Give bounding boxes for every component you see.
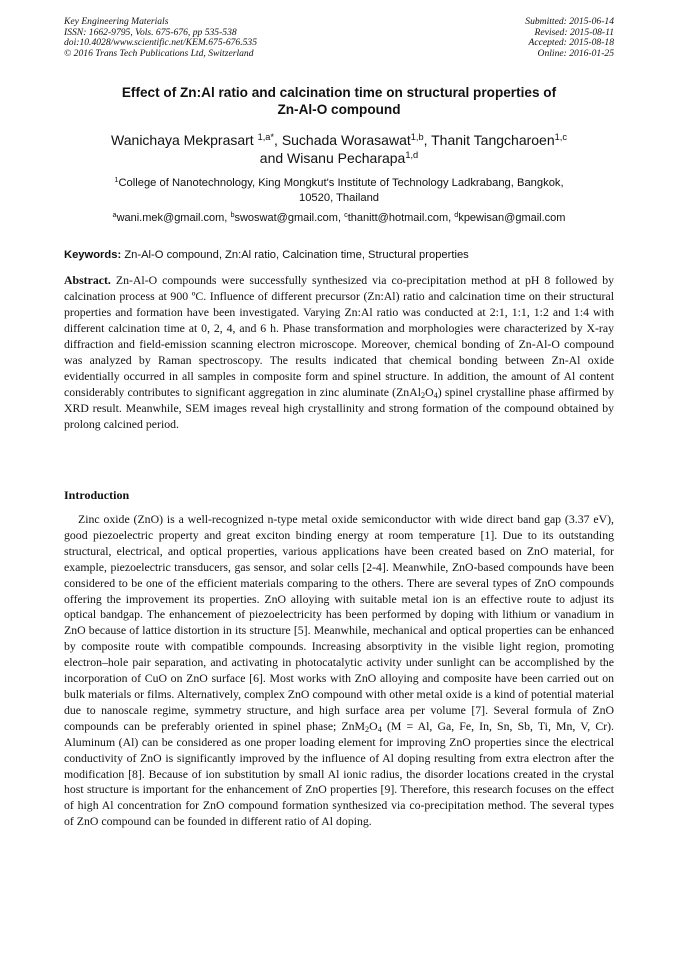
email-address[interactable]: swoswat@gmail.com,: [234, 212, 342, 224]
affiliation-line-2: 10520, Thailand: [298, 192, 380, 204]
author-name: Wisanu Pecharapa: [287, 150, 406, 166]
journal-name: Key Engineering Materials: [64, 16, 169, 27]
author-name: Thanit Tangcharoen: [431, 132, 555, 148]
abstract-label: Abstract.: [64, 273, 111, 287]
email-address[interactable]: thanitt@hotmail.com,: [347, 212, 452, 224]
email-mark: a: [112, 210, 117, 220]
body-text: (M = Al, Ga, Fe, In, Sn, Sb, Ti, Mn, V, Cr). Aluminum (Al) can be considered as one proper loading element for improving ZnO properties since the electrical conductivity of ZnO is significantly improved by the influence of Al doping resulting from extra electron after the modification [8]. Because of ion substitution by small Al ionic radius, the disorder locations created in the crystal host structure is important for the enhancement of ZnO properties [9]. Therefore, this research focuses on the effect of high Al concentration for ZnO compound formation synthesized via co-precipitation method. The several types of ZnO compound can be founded in different ratio of Al doping.: [64, 718, 614, 829]
online-date: Online: 2016-01-25: [537, 47, 614, 59]
affiliation-mark: 1: [114, 174, 119, 184]
author-separator: ,: [274, 132, 278, 148]
copyright-line: © 2016 Trans Tech Publications Ltd, Switzerland: [64, 47, 254, 59]
paper-title: [70, 84, 608, 118]
email-mark: b: [230, 210, 235, 220]
subscript: 4: [377, 724, 382, 734]
author-name: Suchada Worasawat: [281, 132, 411, 148]
author-list: [60, 131, 618, 167]
abstract-text: O: [425, 385, 434, 399]
author-separator: ,: [423, 132, 428, 148]
author-affiliation-mark: 1,b: [410, 131, 424, 142]
section-heading-introduction: Introduction: [64, 488, 130, 502]
abstract-text: ) spinel crystalline phase affirmed by XRD result. Meanwhile, SEM images reveal high crystallinity and strong formation of the compound obtained by prolong calcined period.: [64, 385, 614, 431]
body-text: O: [369, 718, 378, 733]
author-affiliation-mark: 1,c: [554, 131, 567, 142]
abstract-text: Zn-Al-O compounds were successfully synthesized via co-precipitation method at pH 8 followed by calcination process at 900 ºC. Influence of different precursor (Zn:Al) ratio and calcination time on their structural properties and formation have been investigated. Varying Zn:Al ratio was conducted at 2:1, 1:1, 1:2 and 1:4 with different calcination time at 0, 2, 4, and 6 h. Phase transformation and morphologies were characterized by X-ray diffraction and field-emission scanning electron microscope. Moreover, chemical bonding of Zn-Al-O compound was analyzed by Raman spectroscopy. The results indicated that chemical bonding between Zn-Al oxide evidentially occurred in all samples in composite form and spinel structure. In addition, the amount of Al content considerably contributes to significant aggregation in zinc aluminate (ZnAl: [64, 273, 615, 399]
abstract: [64, 272, 614, 432]
submitted-date: Submitted: 2015-06-14: [525, 16, 614, 27]
keywords: [64, 248, 614, 262]
email-address[interactable]: wani.mek@gmail.com,: [116, 212, 228, 224]
subscript: 2: [421, 391, 426, 401]
author-name: Wanichaya Mekprasart: [111, 132, 254, 148]
affiliation-text: College of Nanotechnology, King Mongkut's Institute of Technology Ladkrabang, Bangkok,: [118, 177, 564, 189]
affiliation: [62, 176, 616, 206]
author-affiliation-mark: 1,a*: [257, 131, 275, 142]
header-left: [64, 17, 257, 59]
affiliation-line-1: [62, 176, 616, 191]
subscript: 4: [433, 391, 438, 401]
accepted-date: Accepted: 2015-08-18: [528, 37, 614, 49]
author-affiliation-mark: 1,d: [405, 149, 419, 160]
header-right: [525, 17, 614, 59]
subscript: 2: [365, 724, 370, 734]
issn-line: ISSN: 1662-9795, Vols. 675-676, pp 535-538: [64, 26, 237, 38]
authors-line-1: [60, 131, 618, 149]
keywords-label: Keywords:: [64, 249, 122, 261]
body-text: Zinc oxide (ZnO) is a well-recognized n-type metal oxide semiconductor with wide direct band gap (3.37 eV), good piezoelectric property and great exciton binding energy at room temperature [1]. Due to its outstanding structural, electrical, and optical properties, various applications have been created based on ZnO material, for example, piezoelectric transducers, gas sensor, and solar cells [2-4]. Meanwhile, ZnO-based compounds have been considered to be one of the efficient materials comparing to the others. There are several types of ZnO compounds offering the improvement its properties. ZnO alloying with suitable metal ion is an effective route to adjust its optical bandgap. The enhancement of piezoelectricity has been performed by doping with lithium or vanadium in ZnO because of lattice distortion in its structure [5]. Meanwhile, mechanical and optical properties can be enhanced by composite route with compatible compounds. Increasing absorptivity in the visible light region, promoting electron–hole pair separation, and activating in photocatalytic activity under sunlight can be accomplished by the incorporation of CuO on ZnO surface [6]. Most works with ZnO alloying and composite have been carried out on bulk materials or films. Alternatively, complex ZnO compound with other metal oxide is a kind of potential material due to nanoscale regime, symmetry structure, and high surface area per volume [7]. Several formula of ZnO compounds can be preferably oriented in spinel phase; ZnM: [64, 512, 614, 733]
authors-line-2: [60, 149, 618, 167]
email-list: [60, 211, 618, 226]
email-mark: c: [344, 210, 348, 220]
email-mark: d: [454, 210, 459, 220]
title-line-2: Zn-Al-O compound: [277, 102, 401, 117]
keywords-text: Zn-Al-O compound, Zn:Al ratio, Calcination time, Structural properties: [124, 249, 469, 261]
title-line-1: Effect of Zn:Al ratio and calcination time on structural properties of: [121, 85, 557, 100]
introduction-paragraph: [64, 512, 614, 830]
revised-date: Revised: 2015-08-11: [534, 26, 614, 38]
email-address[interactable]: kpewisan@gmail.com: [458, 212, 566, 224]
author-conjunction: and: [259, 150, 284, 166]
doi-line: doi:10.4028/www.scientific.net/KEM.675-676.535: [64, 37, 258, 49]
